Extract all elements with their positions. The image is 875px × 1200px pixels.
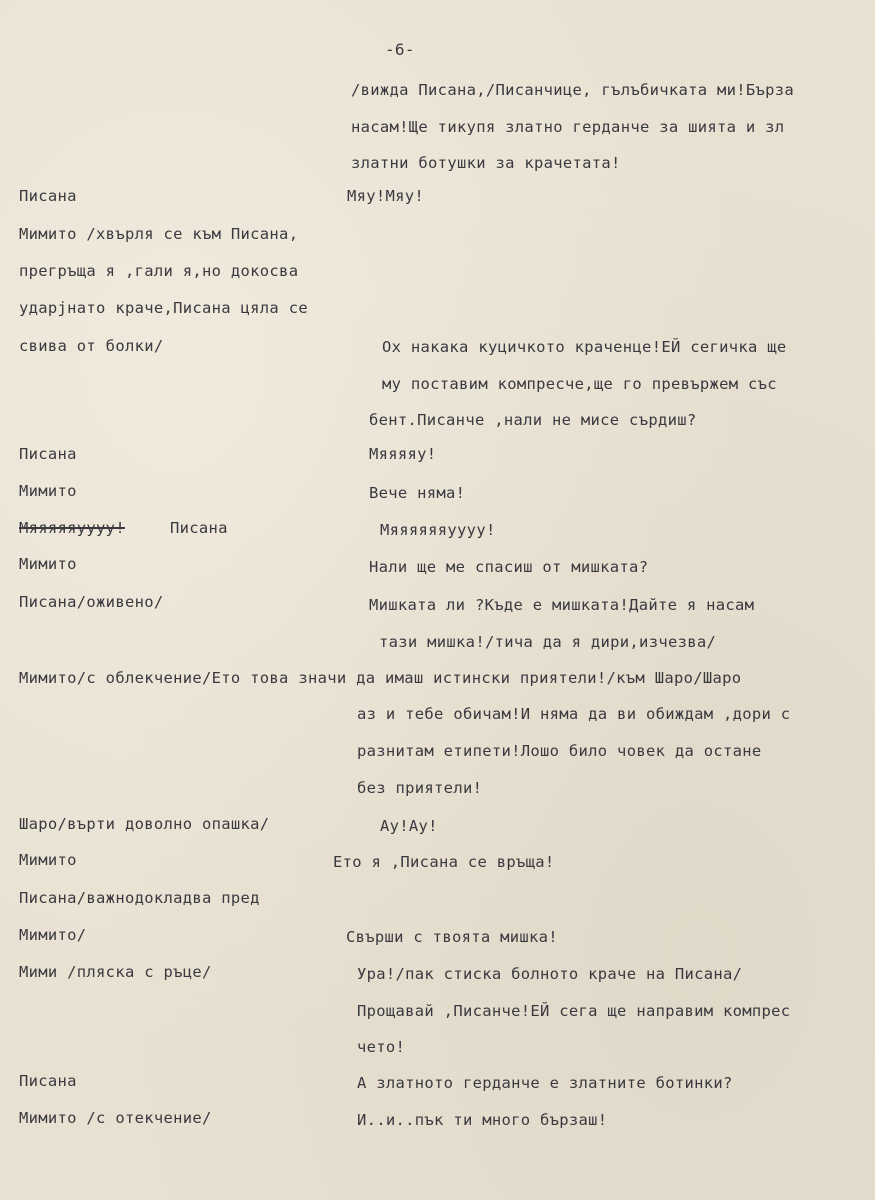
stage-direction: Мимито/	[19, 926, 87, 944]
stage-direction: Мимито /хвърля се към Писана,	[19, 225, 299, 243]
dialogue-line: Ура!/пак стиска болното краче на Писана/	[357, 965, 743, 983]
dialogue-line: Мишката ли ?Къде е мишката!Дайте я насам	[369, 596, 755, 614]
stage-direction: Мимито /с отекчение/	[19, 1109, 212, 1127]
speaker-label: Мимито	[19, 555, 77, 573]
dialogue-line: А златното герданче е златните ботинки?	[357, 1074, 733, 1092]
dialogue-line: тази мишка!/тича да я дири,изчезва/	[379, 633, 717, 651]
dialogue-line: Вече няма!	[369, 484, 466, 502]
speaker-label: Писана	[19, 187, 77, 205]
dialogue-line: насам!Ще тикупя златно герданче за шията и зл	[351, 118, 785, 136]
speaker-label: Писана/оживено/	[19, 593, 164, 611]
page-number: -6-	[385, 40, 415, 59]
struck-through-text: Мяяяяяуууу!	[19, 519, 125, 537]
stage-direction: прегръща я ,гали я,но докосва	[19, 262, 299, 280]
stage-direction: ударјнато краче,Писана цяла се	[19, 299, 308, 317]
dialogue-line: Свърши с твоята мишка!	[346, 928, 558, 946]
dialogue-line: /вижда Писана,/Писанчице, гълъбичката ми!Бърза	[351, 81, 795, 99]
dialogue-line: аз и тебе обичам!И няма да ви обиждам ,дори с	[357, 705, 791, 723]
speaker-label: Мимито	[19, 482, 77, 500]
dialogue-line: му поставим компресче,ще го превържем със	[382, 375, 777, 393]
dialogue-line: Мяяяяу!	[369, 445, 437, 463]
dialogue-line: Ох накака куцичкото краченце!ЕЙ сегичка ще	[382, 338, 787, 356]
stage-direction: Писана/важнодокладва пред	[19, 889, 260, 907]
speaker-label: Писана	[19, 445, 77, 463]
dialogue-line: Мимито/с облекчение/Ето това значи да имаш истински приятели!/към Шаро/Шаро	[19, 669, 742, 687]
dialogue-line: златни ботушки за крачетата!	[351, 154, 621, 172]
stage-direction: Шаро/върти доволно опашка/	[19, 815, 270, 833]
dialogue-line: без приятели!	[357, 779, 483, 797]
speaker-label: Писана	[19, 1072, 77, 1090]
speaker-label: Писана	[170, 519, 228, 537]
stage-direction: Мими /пляска с ръце/	[19, 963, 212, 981]
speaker-label: Мимито	[19, 851, 77, 869]
dialogue-line: Мяу!Мяу!	[347, 187, 425, 205]
dialogue-line: Прощавай ,Писанче!ЕЙ сега ще направим компрес	[357, 1002, 791, 1020]
dialogue-line: чето!	[357, 1038, 406, 1056]
stage-direction: свива от болки/	[19, 337, 164, 355]
dialogue-line: Ау!Ау!	[380, 817, 438, 835]
dialogue-line: бент.Писанче ,нали не мисе сърдиш?	[369, 411, 697, 429]
dialogue-line: Мяяяяяяуууу!	[380, 521, 496, 539]
dialogue-line: И..и..пък ти много бързаш!	[357, 1111, 608, 1129]
dialogue-line: Ето я ,Писана се връща!	[333, 853, 555, 871]
dialogue-line: Нали ще ме спасиш от мишката?	[369, 558, 649, 576]
dialogue-line: разнитам етипети!Лошо било човек да остане	[357, 742, 762, 760]
